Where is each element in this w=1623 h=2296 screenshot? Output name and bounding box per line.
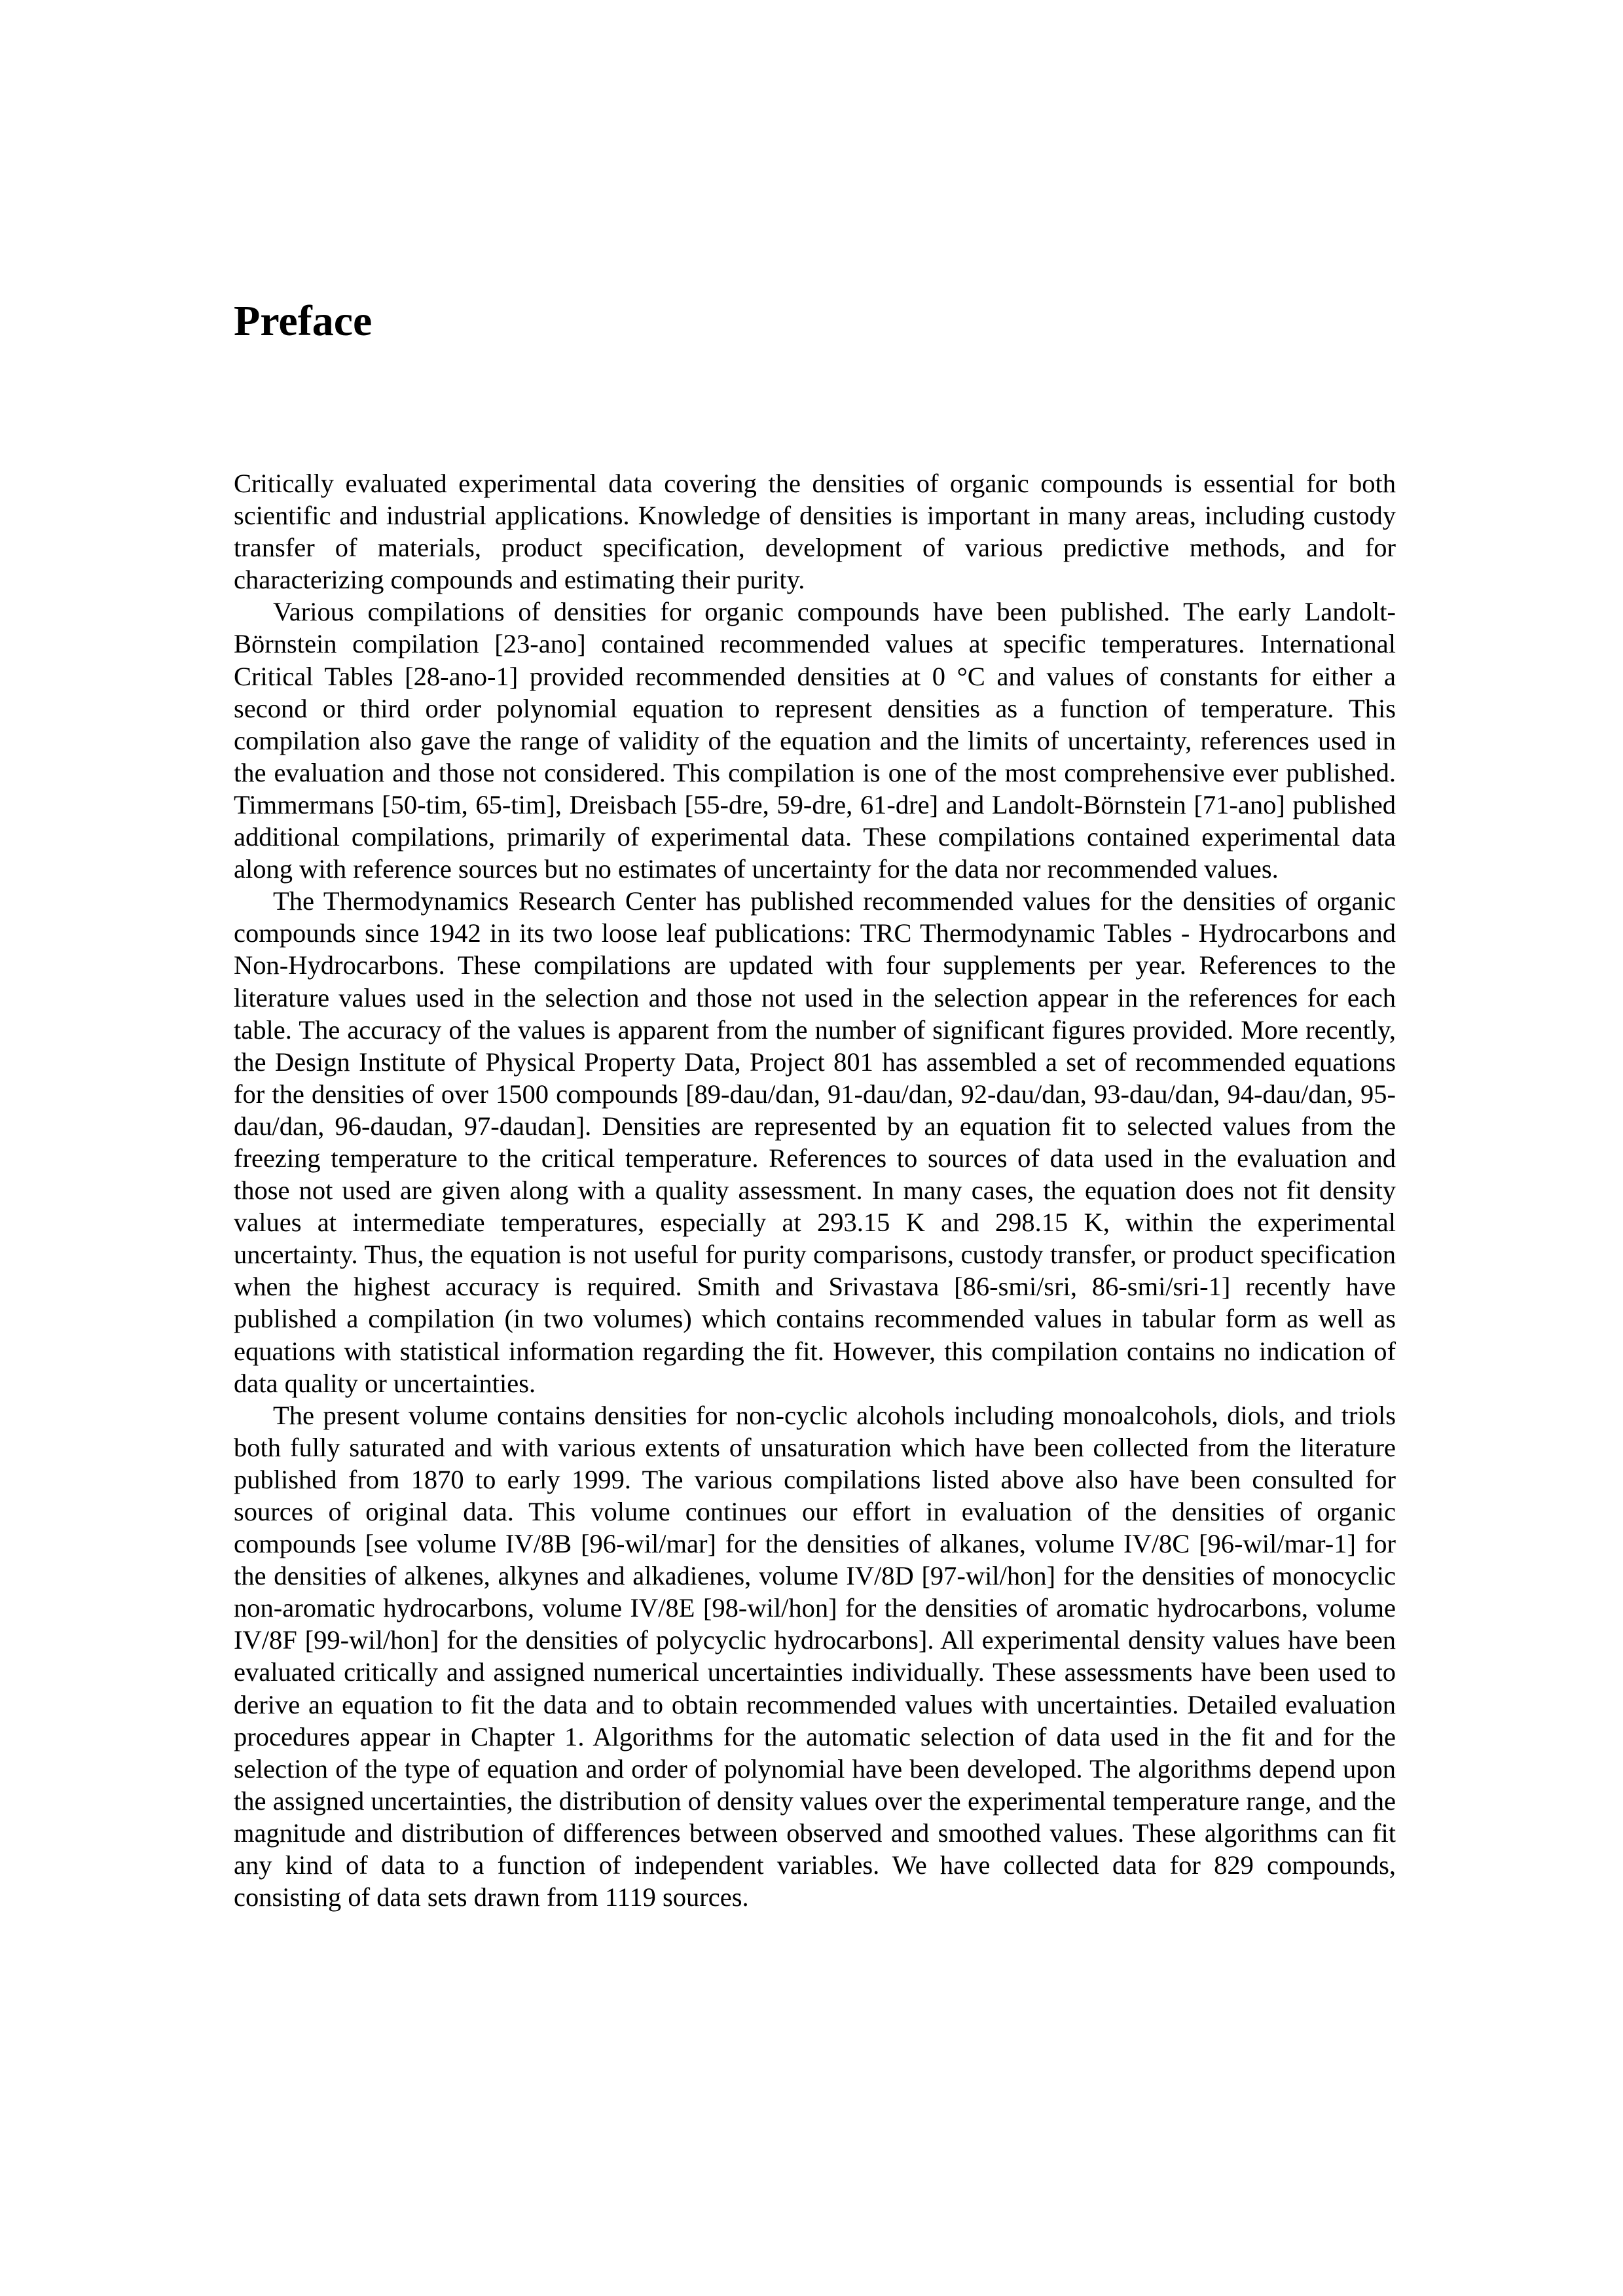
- paragraph: Various compilations of densities for organic compounds have been published. The early Landolt-Börnstein compilation [23-ano] contained recommended values at specific temperatures. International Critical Tables [28-ano-1] provided recommended densities at 0 °C and values of constants for either a second or third order polynomial equation to represent densities as a function of temperature. This compilation also gave the range of validity of the equation and the limits of uncertainty, references used in the evaluation and those not considered. This compilation is one of the most comprehensive ever published. Timmermans [50-tim, 65-tim], Dreisbach [55-dre, 59-dre, 61-dre] and Landolt-Börnstein [71-ano] published additional compilations, primarily of experimental data. These compilations contained experimental data along with reference sources but no estimates of uncertainty for the data nor recommended values.: [234, 597, 1396, 884]
- paragraph: Critically evaluated experimental data covering the densities of organic compounds is essential for both scientific and industrial applications. Knowledge of densities is important in many areas, including custody transfer of materials, product specification, development of various predictive methods, and for characterizing compounds and estimating their purity.: [234, 469, 1396, 595]
- preface-body: [234, 467, 1396, 1913]
- paragraph: The Thermodynamics Research Center has published recommended values for the densities of organic compounds since 1942 in its two loose leaf publications: TRC Thermodynamic Tables - Hydrocarbons and Non-Hydrocarbons. These compilations are updated with four supplements per year. References to the literature values used in the selection and those not used in the selection appear in the references for each table. The accuracy of the values is apparent from the number of significant figures provided. More recently, the Design Institute of Physical Property Data, Project 801 has assembled a set of recommended equations for the densities of over 1500 compounds [89-dau/dan, 91-dau/dan, 92-dau/dan, 93-dau/dan, 94-dau/dan, 95-dau/dan, 96-daudan, 97-daudan]. Densities are represented by an equation fit to selected values from the freezing temperature to the critical temperature. References to sources of data used in the evaluation and those not used are given along with a quality assessment. In many cases, the equation does not fit density values at intermediate temperatures, especially at 293.15 K and 298.15 K, within the experimental uncertainty. Thus, the equation is not useful for purity comparisons, custody transfer, or product specification when the highest accuracy is required. Smith and Srivastava [86-smi/sri, 86-smi/sri-1] recently have published a compilation (in two volumes) which contains recommended values in tabular form as well as equations with statistical information regarding the fit. However, this compilation contains no indication of data quality or uncertainties.: [234, 886, 1396, 1398]
- paragraph: The present volume contains densities for non-cyclic alcohols including monoalcohols, diols, and triols both fully saturated and with various extents of unsaturation which have been collected from the literature published from 1870 to early 1999. The various compilations listed above also have been consulted for sources of original data. This volume continues our effort in evaluation of the densities of organic compounds [see volume IV/8B [96-wil/mar] for the densities of alkanes, volume IV/8C [96-wil/mar-1] for the densities of alkenes, alkynes and alkadienes, volume IV/8D [97-wil/hon] for the densities of monocyclic non-aromatic hydrocarbons, volume IV/8E [98-wil/hon] for the densities of aromatic hydrocarbons, volume IV/8F [99-wil/hon] for the densities of polycyclic hydrocarbons]. All experimental density values have been evaluated critically and assigned numerical uncertainties individually. These assessments have been used to derive an equation to fit the data and to obtain recommended values with uncertainties. Detailed evaluation procedures appear in Chapter 1. Algorithms for the automatic selection of data used in the fit and for the selection of the type of equation and order of polynomial have been developed. The algorithms depend upon the assigned uncertainties, the distribution of density values over the experimental temperature range, and the magnitude and distribution of differences between observed and smoothed values. These algorithms can fit any kind of data to a function of independent variables. We have collected data for 829 compounds, consisting of data sets drawn from 1119 sources.: [234, 1400, 1396, 1912]
- page-title: Preface: [234, 297, 373, 345]
